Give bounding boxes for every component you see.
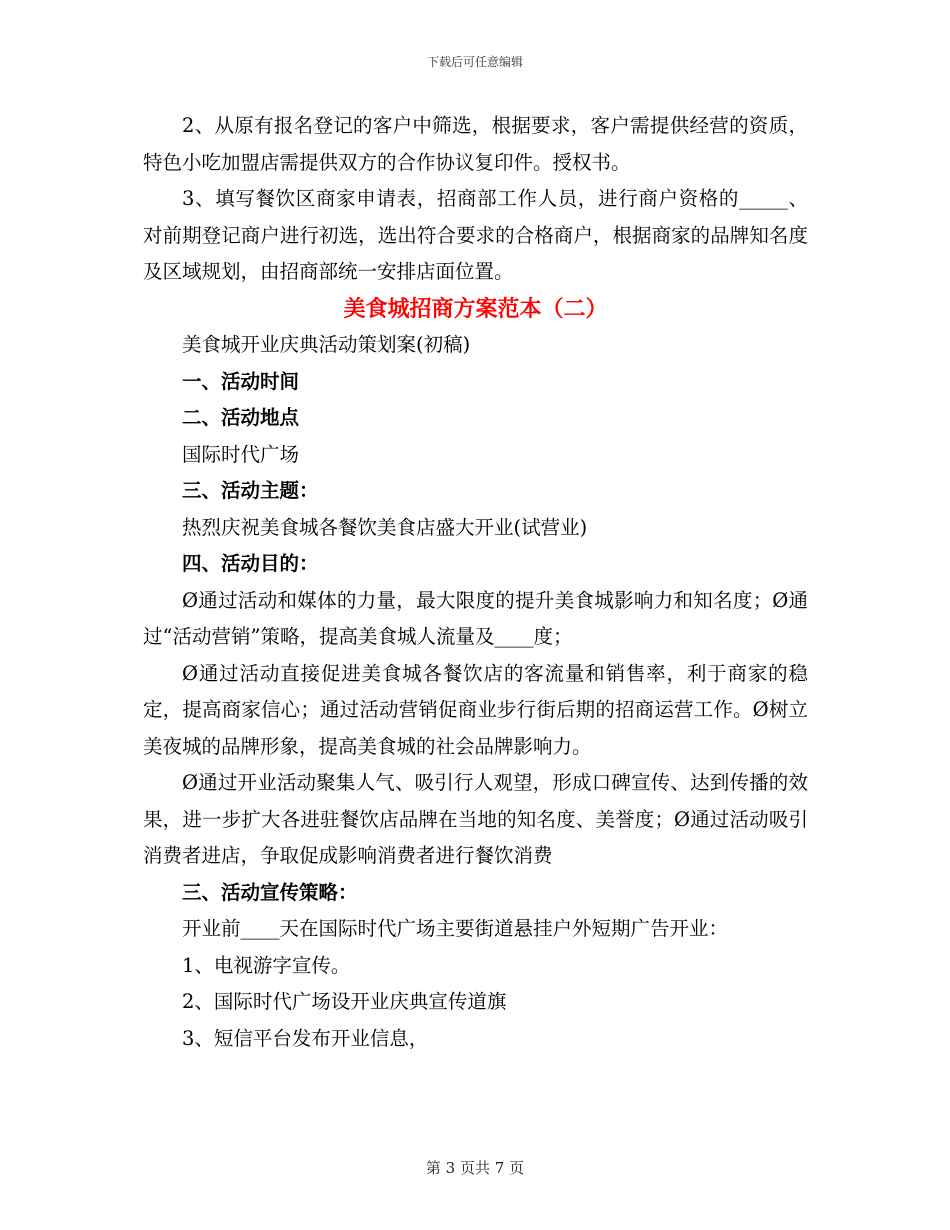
strategy-intro: 开业前____天在国际时代广场主要街道悬挂户外短期广告开业：	[182, 917, 729, 940]
page-header: 下载后可任意编辑	[426, 55, 523, 69]
strategy-item-3: 3、短信平台发布开业信息，	[182, 1026, 429, 1050]
purpose-paragraph-2: Ø通过活动直接促进美食城各餐饮店的客流量和销售率，利于商家的稳定，提高商家信心；通过活动营销促商业步行街后期的招商运营工作。Ø树立美夜城的品牌形象，提高美食城的社会品牌影响力。	[143, 661, 808, 758]
page-footer: 第 3 页共 7 页	[425, 1159, 525, 1177]
heading-activity-theme: 三、活动主题：	[182, 479, 319, 502]
section-title: 美食城招商方案范本（二）	[343, 295, 608, 322]
document-body	[143, 108, 808, 1057]
paragraph-2: 2、从原有报名登记的客户中筛选，根据要求，客户需提供经营的资质，特色小吃加盟店需提供双方的合作协议复印件。授权书。	[143, 114, 808, 174]
strategy-item-1: 1、电视游字宣传。	[182, 953, 351, 977]
heading-promotion-strategy: 三、活动宣传策略：	[182, 880, 358, 904]
heading-activity-time: 一、活动时间	[182, 369, 300, 393]
strategy-item-2: 2、国际时代广场设开业庆典宣传道旗	[182, 990, 507, 1013]
paragraph-3: 3、填写餐饮区商家申请表，招商部工作人员，进行商户资格的_____、对前期登记商户进行初选，选出符合要求的合格商户，根据商家的品牌知名度及区域规划，由招商部统一安排店面位置。	[143, 187, 808, 283]
purpose-paragraph-1: Ø通过活动和媒体的力量，最大限度的提升美食城影响力和知名度；Ø通过“活动营销”策略，提高美食城人流量及____度；	[143, 588, 808, 648]
location-text: 国际时代广场	[182, 442, 300, 466]
plan-subtitle: 美食城开业庆典活动策划案(初稿)	[182, 333, 471, 356]
heading-activity-purpose: 四、活动目的：	[182, 552, 319, 575]
heading-activity-location: 二、活动地点	[182, 406, 300, 429]
purpose-paragraph-3: Ø通过开业活动聚集人气、吸引行人观望，形成口碑宣传、达到传播的效果，进一步扩大各进驻餐饮店品牌在当地的知名度、美誉度；Ø通过活动吸引消费者进店，争取促成影响消费者进行餐饮消费	[143, 771, 808, 867]
theme-text: 热烈庆祝美食城各餐饮美食店盛大开业(试营业)	[182, 515, 588, 539]
